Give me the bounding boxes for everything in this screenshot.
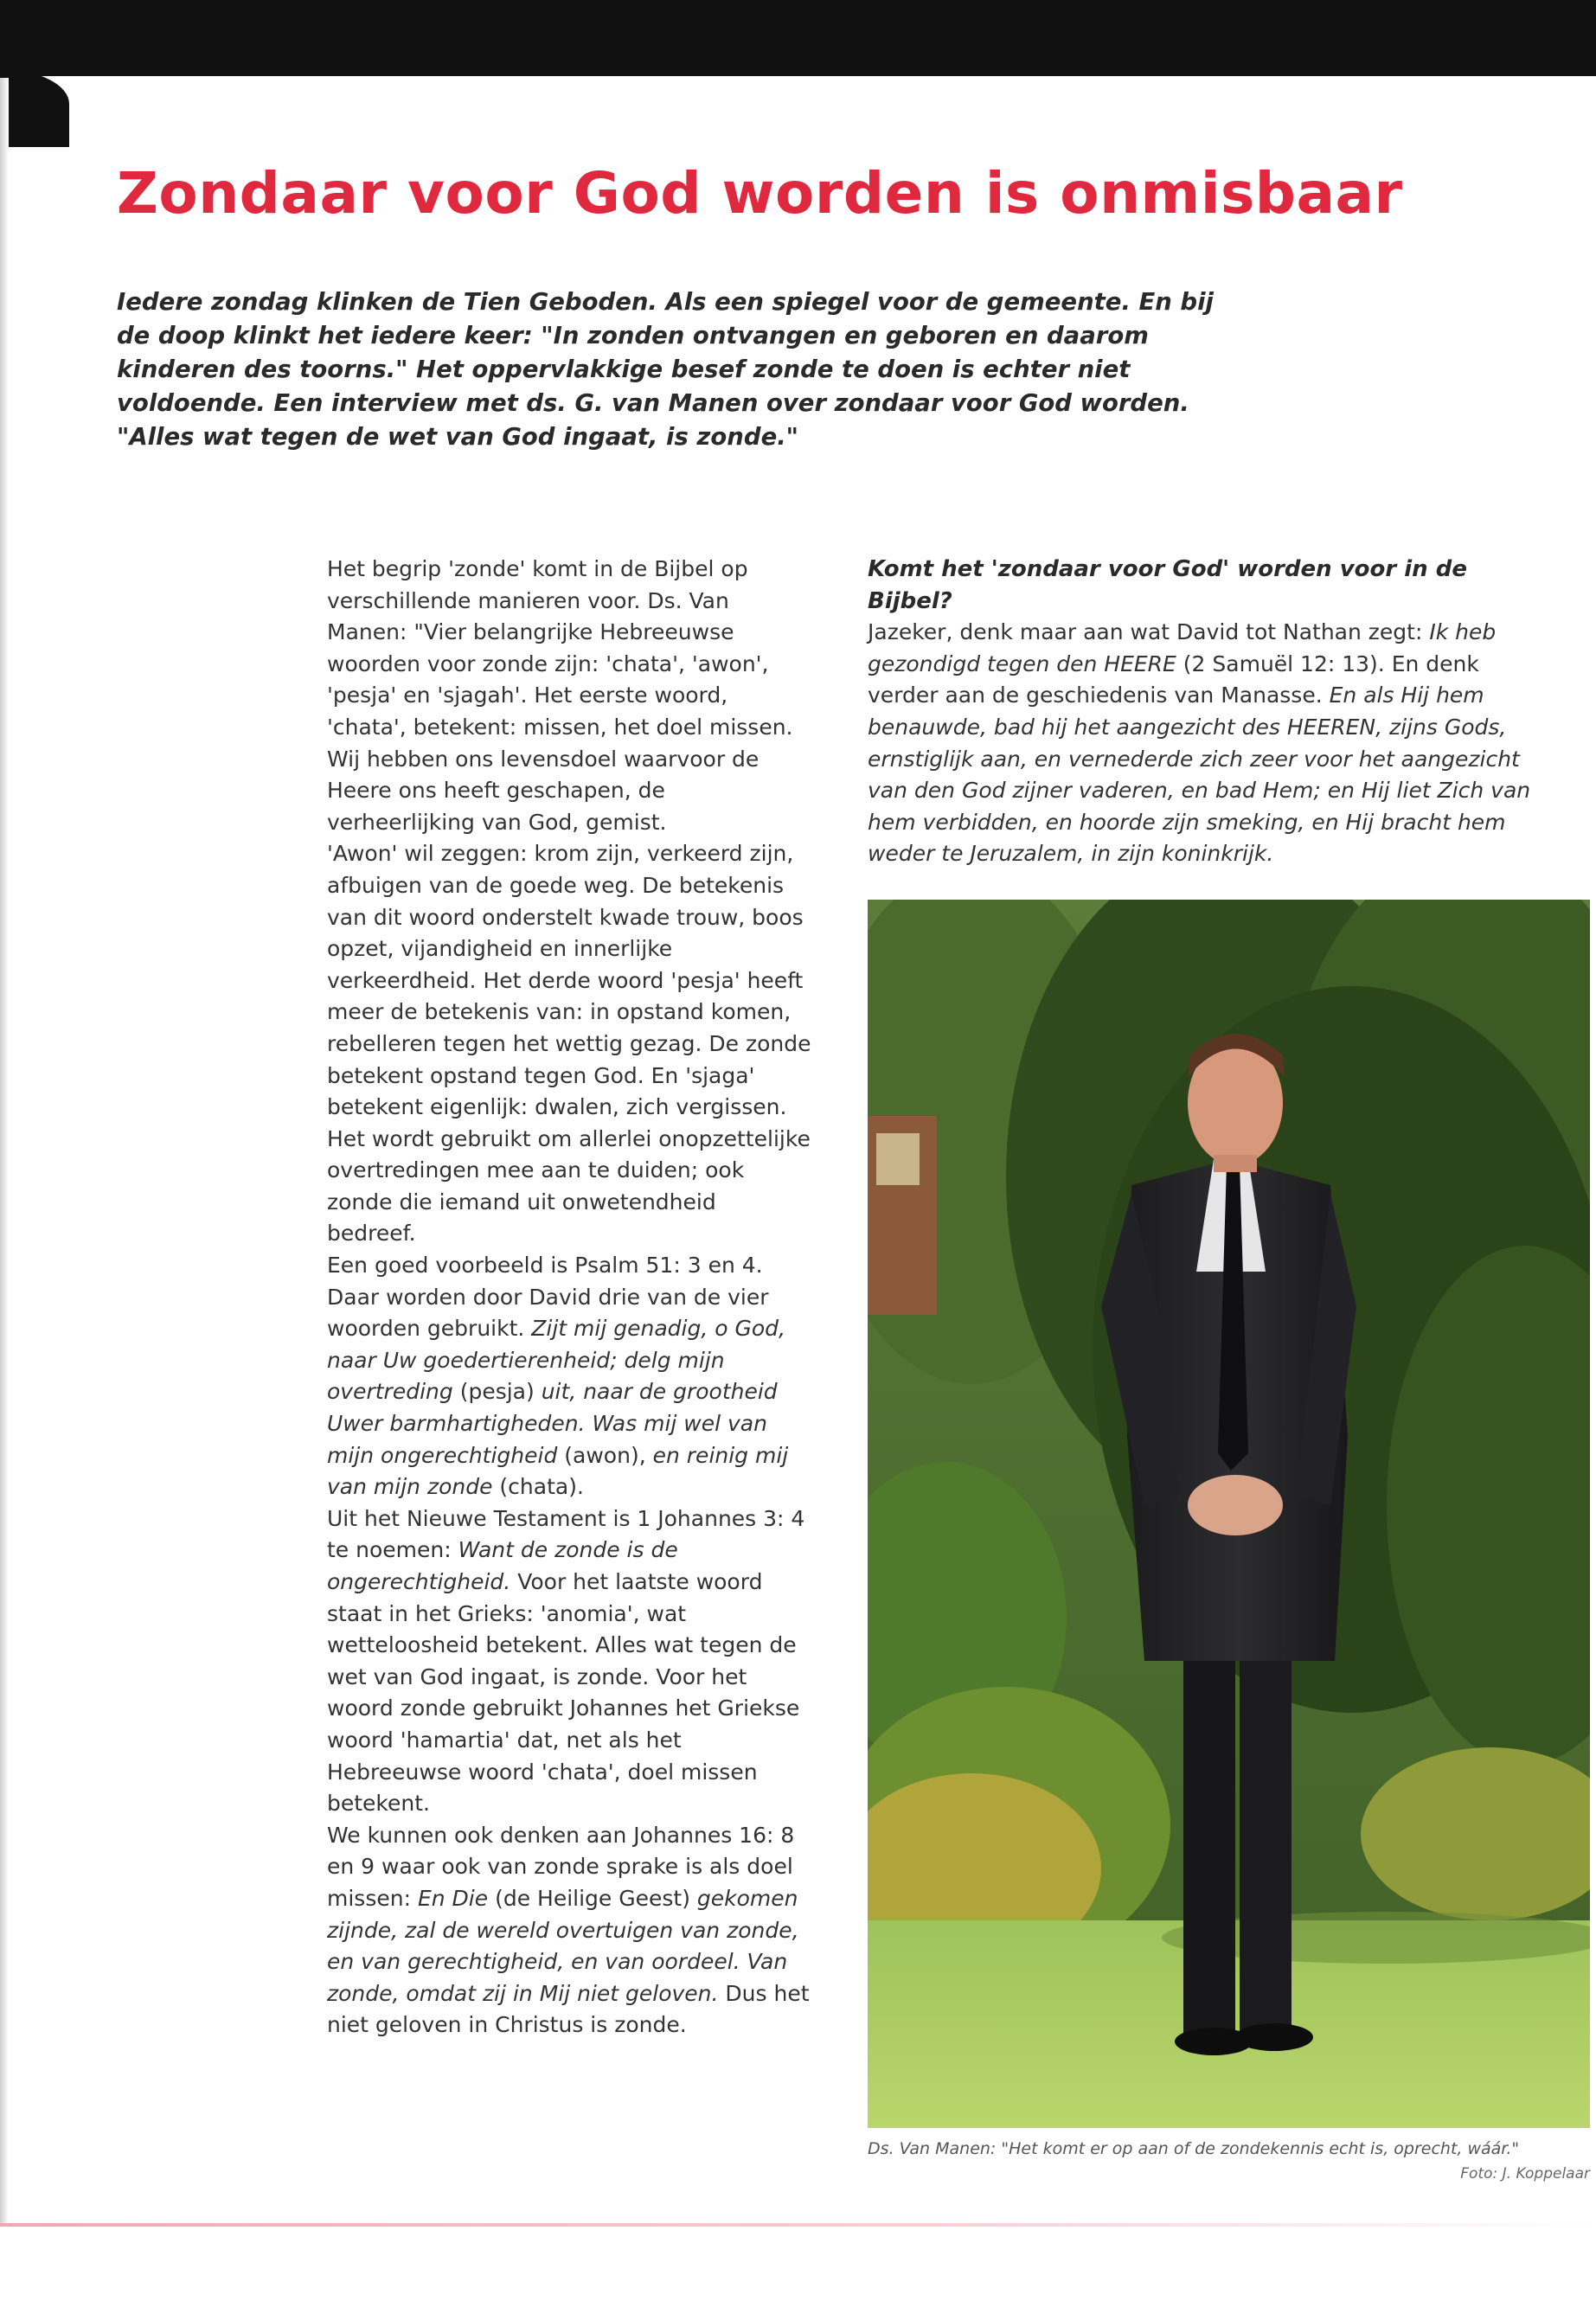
article-intro: Iedere zondag klinken de Tien Geboden. Als een spiegel voor de gemeente. En bij de doop klinkt het iedere keer: "In zonden ontvangen en geboren en daarom kinderen des toorns." Het oppervlakkige besef zonde te doen is echter niet voldoende. Een interview met ds. G. van Manen over zondaar voor God worden. "Alles wat tegen de wet van God ingaat, is zonde." [117, 288, 1214, 451]
text-span: Voor het laatste woord staat in het Grieks: 'anomia', wat wetteloosheid betekent. Alles wat tegen de wet van God ingaat, is zonde. Voor het woord zonde gebruikt Johannes het Griekse woord 'hamartia' dat, net als het Hebreeuwse woord 'chata', doel missen betekent. [327, 1569, 800, 1817]
left-paragraph-5 [327, 1820, 811, 2041]
bible-quote: Zijt mij genadig, o God, naar Uw goedertierenheid; delg mijn overtreding [327, 1316, 785, 1405]
text-span: (de Heilige Geest) [488, 1885, 697, 1911]
interview-question: Komt het 'zondaar voor God' worden voor in de Bijbel? [868, 556, 1467, 614]
article-title: Zondaar voor God worden is onmisbaar [117, 160, 1403, 227]
text-span: Uit het Nieuwe Testament is 1 Johannes 3: 4 te noemen: [327, 1505, 805, 1563]
caption-text: Ds. Van Manen: "Het komt er op aan of de zondekennis echt is, oprecht, wáár." [868, 2139, 1520, 2158]
scan-top-edge [0, 0, 1596, 78]
bible-quote: gekomen zijnde, zal de wereld overtuigen van zonde, en van gerechtigheid, en van oordeel. Van zonde, omdat zij in Mij niet geloven. [327, 1885, 799, 2006]
text-span: (awon), [557, 1442, 653, 1468]
bible-quote: uit, naar de grootheid Uwer barmhartigheden. Was mij wel van mijn ongerechtigheid [327, 1379, 778, 1468]
text-span: Jazeker, denk maar aan wat David tot Nathan zegt: [868, 619, 1430, 645]
left-paragraph-4 [327, 1503, 811, 1820]
scan-left-shadow [0, 78, 9, 2232]
portrait-photo [868, 900, 1590, 2128]
right-paragraph-1 [868, 617, 1551, 870]
text-span: Dus het niet geloven in Christus is zonde. [327, 1980, 810, 2038]
photo-caption [868, 2137, 1590, 2182]
right-column [868, 554, 1551, 870]
bible-quote: Ik heb gezondigd tegen den HEERE [868, 619, 1497, 676]
left-paragraph-3 [327, 1250, 811, 1503]
page-bottom-edge [0, 2223, 1596, 2301]
bible-quote: en reinig mij van mijn zonde [327, 1442, 789, 1500]
text-span: We kunnen ook denken aan Johannes 16: 8 en 9 waar ook van zonde sprake is als doel missen: [327, 1822, 795, 1911]
bible-quote: En Die [417, 1885, 489, 1911]
text-span: Een goed voorbeeld is Psalm 51: 3 en 4. Daar worden door David drie van de vier woorden gebruikt. [327, 1253, 769, 1342]
left-paragraph-2: 'Awon' wil zeggen: krom zijn, verkeerd zijn, afbuigen van de goede weg. De betekenis van dit woord onderstelt kwade trouw, boos opzet, vijandigheid en innerlijke verkeerdheid. Het derde woord 'pesja' heeft meer de betekenis van: in opstand komen, rebelleren tegen het wettig gezag. De zonde betekent opstand tegen God. En 'sjaga' betekent eigenlijk: dwalen, zich vergissen. Het wordt gebruikt om allerlei onopzettelijke overtredingen mee aan te duiden; ook zonde die iemand uit onwetendheid bedreef. [327, 841, 811, 1247]
text-span: (pesja) [452, 1379, 542, 1405]
text-span: (2 Samuël 12: 13). En denk verder aan de geschiedenis van Manasse. [868, 651, 1479, 708]
left-column [327, 554, 811, 2041]
photo-credit: Foto: J. Koppelaar [1460, 2165, 1590, 2182]
left-paragraph-1: Het begrip 'zonde' komt in de Bijbel op verschillende manieren voor. Ds. Van Manen: "Vier belangrijke Hebreeuwse woorden voor zonde zijn: 'chata', 'awon', 'pesja' en 'sjagah'. Het eerste woord, 'chata', betekent: missen, het doel missen. Wij hebben ons levensdoel waarvoor de Heere ons heeft geschapen, de verheerlijking van God, gemist. [327, 556, 793, 835]
bible-quote: En als Hij hem benauwde, bad hij het aangezicht des HEEREN, zijns Gods, ernstiglijk aan, en vernederde zich zeer voor het aangezicht van den God zijner vaderen, en bad Hem; en Hij liet Zich van hem verbidden, en hoorde zijn smeking, en Hij bracht hem weder te Jeruzalem, in zijn koninkrijk. [868, 683, 1531, 867]
text-span: (chata). [492, 1474, 584, 1500]
bible-quote: Want de zonde is de ongerechtigheid. [327, 1537, 678, 1594]
